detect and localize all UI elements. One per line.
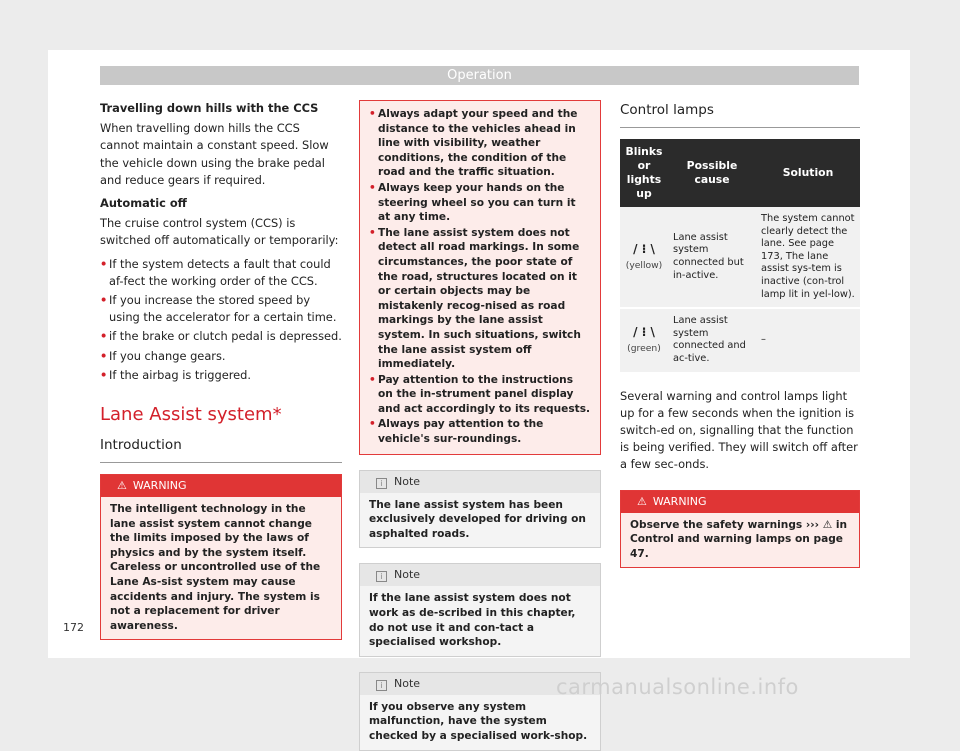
info-icon: i [376, 478, 387, 489]
solution-cell: – [756, 308, 860, 372]
table-header: Blinks or lights up [620, 139, 668, 207]
control-lamps-title: Control lamps [620, 100, 860, 128]
warning-box [100, 474, 342, 640]
note-box [359, 470, 601, 549]
warning-bullets [360, 101, 600, 454]
lamp-color: (green) [627, 343, 661, 355]
warning-box [620, 490, 860, 569]
warning-triangle-icon: ⚠ [637, 494, 647, 508]
page-number: 172 [63, 621, 84, 634]
info-icon: i [376, 571, 387, 582]
note-label: Note [394, 474, 421, 488]
note-header [360, 471, 600, 493]
paragraph-downhill: When travelling down hills the CCS cannot maintain a constant speed. Slow the vehicle down using the brake pedal and reduce gears if required. [100, 121, 329, 187]
section-title: Lane Assist system* [100, 404, 282, 426]
column-left [100, 100, 342, 640]
list-item: • If you change gears. [100, 348, 342, 365]
cause-cell: Lane assist system connected and ac-tive. [668, 308, 756, 372]
warning-box-continued [359, 100, 601, 455]
list-item: • Always pay attention to the vehicle's sur-roundings. [369, 417, 591, 446]
column-right [620, 100, 860, 568]
lamp-cell [620, 207, 668, 308]
list-item: • If the airbag is triggered. [100, 367, 342, 384]
info-icon: i [376, 680, 387, 691]
lane-assist-lamp-icon: / ⁝ \ [633, 241, 655, 256]
note-box [359, 563, 601, 656]
note-text: If you observe any system malfunction, have the system checked by a specialised work-shop. [369, 700, 588, 742]
note-label: Note [394, 676, 421, 690]
warning-text: Observe the safety warnings ››› ⚠ in Control and warning lamps on page 47. [630, 518, 848, 560]
lamp-cell [620, 308, 668, 372]
note-label: Note [394, 568, 421, 582]
paragraph-control-lamps: Several warning and control lamps light up for a few seconds when the ignition is switch-ed on, signalling that the function is being verified. They will switch off after a few sec-onds. [620, 388, 858, 472]
warning-triangle-icon: ⚠ [117, 479, 127, 493]
table-row [620, 308, 860, 372]
section-header: Operation [100, 66, 859, 85]
warning-header [621, 491, 859, 513]
list-item: • Always keep your hands on the steering wheel so you can turn it at any time. [369, 181, 591, 225]
solution-cell: The system cannot clearly detect the lane. See page 173, The lane assist sys-tem is inactive (con-trol lamp lit in yel-low). [756, 207, 860, 308]
list-item: • If you increase the stored speed by using the accelerator for a certain time. [100, 292, 342, 326]
list-item: • The lane assist system does not detect all road markings. In some circumstances, the poor state of the road, structures located on it or certain objects may be mistakenly recog-nised as road markings by the lane assist system. In such situations, switch the lane assist system off immediately. [369, 226, 591, 372]
warning-text: The intelligent technology in the lane assist system cannot change the limits imposed by the laws of physics and by the system itself. Careless or uncontrolled use of the Lane As-sist system may cause accidents and injury. The system is not a replacement for driver awareness. [110, 503, 321, 632]
column-middle [359, 100, 601, 751]
lane-assist-lamp-icon: / ⁝ \ [633, 325, 655, 340]
subheading-downhill: Travelling down hills with the CCS [100, 101, 319, 115]
subheading-automatic-off: Automatic off [100, 196, 187, 211]
warning-header [101, 475, 341, 497]
note-text: The lane assist system has been exclusively developed for driving on asphalted roads. [369, 498, 586, 540]
subsection-title: Introduction [100, 435, 342, 463]
list-item: • if the brake or clutch pedal is depressed. [100, 328, 342, 345]
list-item: • Pay attention to the instructions on the in-strument panel display and act accordingly to its requests. [369, 373, 591, 417]
list-item: • If the system detects a fault that could af-fect the working order of the CCS. [100, 256, 342, 290]
control-lamps-table [620, 139, 860, 374]
table-header: Possible cause [668, 139, 756, 207]
note-header [360, 564, 600, 586]
lamp-color: (yellow) [625, 259, 663, 271]
watermark: carmanualsonline.info [556, 675, 799, 699]
cause-cell: Lane assist system connected but in-active. [668, 207, 756, 308]
list-item: • Always adapt your speed and the distance to the vehicles ahead in line with visibility, weather conditions, the condition of the road and the traffic situation. [369, 107, 591, 180]
paragraph-automatic-off: The cruise control system (CCS) is switched off automatically or temporarily: [100, 216, 339, 248]
warning-label: WARNING [652, 494, 707, 508]
note-text: If the lane assist system does not work as de-scribed in this chapter, do not use it and con-tact a specialised workshop. [369, 592, 576, 649]
table-row [620, 207, 860, 308]
warning-label: WARNING [132, 479, 187, 493]
table-header: Solution [756, 139, 860, 207]
table-header-row [620, 139, 860, 207]
